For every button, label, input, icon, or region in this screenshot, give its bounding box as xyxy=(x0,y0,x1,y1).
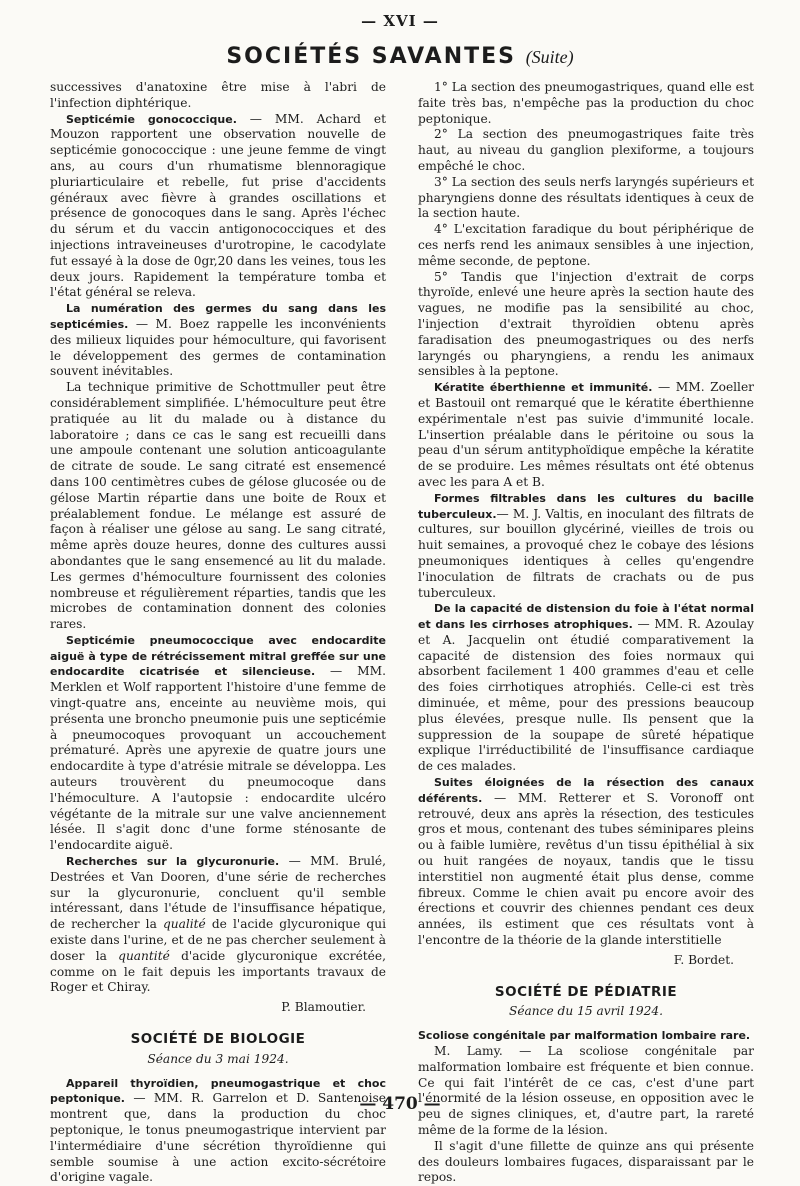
article-title: Kératite éberthienne et immunité. xyxy=(434,381,653,395)
left-column xyxy=(50,80,386,1186)
article-distension-foie xyxy=(418,601,754,775)
article-title: Septicémie gonococcique. xyxy=(66,112,237,126)
seance-date: Séance du 3 mai 1924. xyxy=(147,1051,289,1066)
numbered-finding: 3° La section des seuls nerfs laryngés supérieurs et pharyngiens donne des résultats identiques à ceux de la section haute. xyxy=(418,174,754,221)
emphasis: qualité xyxy=(162,917,206,932)
page-header-title xyxy=(0,44,800,69)
numbered-finding: 1° La section des pneumogastriques, quand elle est faite très bas, n'empêche pas la production du choc peptonique. xyxy=(418,80,754,126)
article-title: Formes filtrables dans les cultures du bacille tuberculeux. xyxy=(418,491,754,521)
article-text: — MM. Zoeller et Bastouil ont remarqué que le kératite éberthienne expérimentale n'est pas suivie d'immunité locale. L'insertion préalable dans le péritoine ou sous la peau d'un sérum antityphoïdique empêche la kératite de se produire. Les mêmes résultats ont été obtenus avec les para A et B. xyxy=(418,380,754,489)
paragraph: La technique primitive de Schottmuller peut être considérablement simplifiée. L'hémoculture peut être pratiquée au lit du malade ou à distance du laboratoire ; dans ce cas le sang est recueilli dans une ampoule contenant une solution anticoagulante de citrate de soude. Le sang citraté est ensemencé dans 100 centimètres cubes de gélose glucosée ou de gélose Martin répartie dans une boite de Roux et préalablement fondue. Le mélange est assuré de façon à réaliser une gélose au sang. Le sang citraté, même après douze heures, donne des cultures aussi abondantes que le sang ensemencé au lit du malade. Les germes d'hémoculture fournissent des colonies nombreuse et régulièrement réparties, tandis que les microbes de contamination donnent des colonies rares. xyxy=(50,380,386,632)
article-title: Suites éloignées de la résection des canaux déférents. xyxy=(418,776,754,805)
right-column xyxy=(418,80,754,1186)
article-text: — MM. R. Garrelon et D. Santenoise montrent que, dans la production du choc peptonique, le tonus pneumogastrique intervient par l'intermédiaire d'une sécrétion thyroïdienne qui semble soumise à une action excito-sécrétoire d'origine vagale. xyxy=(50,1091,386,1185)
page-roman-number: — XVI — xyxy=(361,12,439,30)
paragraph: successives d'anatoxine être mise à l'abri de l'infection diphtérique. xyxy=(50,80,386,110)
article-title: Appareil thyroïdien, pneumogastrique et choc peptonique. xyxy=(50,1076,386,1106)
article-title: De la capacité de distension du foie à l'état normal et dans les cirrhoses atrophiques. xyxy=(418,602,754,632)
paragraph: Il s'agit d'une fillette de quinze ans qui présente des douleurs lombaires fugaces, disparaissant par le repos. xyxy=(418,1138,754,1185)
section-heading-pediatrie: SOCIÉTÉ DE PÉDIATRIE xyxy=(494,983,678,1000)
article-gonococcique xyxy=(50,112,386,302)
emphasis: quantité xyxy=(118,948,170,963)
seance-date: Séance du 15 avril 1924. xyxy=(508,1004,664,1019)
article-thyroidien xyxy=(50,1076,386,1186)
article-glycuronurie xyxy=(50,854,386,996)
article-scoliose xyxy=(418,1028,754,1044)
article-text: — MM. Brulé, Destrées et Van Dooren, d'une série de recherches sur la glycuronurie, concluent qu'il semble intéressant, dans l'étude de l'insuffisance hépatique, de rechercher la xyxy=(50,854,386,932)
section-heading-biologie: SOCIÉTÉ DE BIOLOGIE xyxy=(130,1031,306,1048)
article-text: — MM. Retterer et S. Voronoff ont retrouvé, deux ans après la résection, des testicules gros et mous, contenant des tubes séminipares pleins ou à faible lumière, revêtus d'un tissu épithélial à six ou huit rangées de noyaux, tandis que le tissu interstitiel non augmenté était plus dense, comme fibreux. Comme le chien avait pu encore avoir des érections et couvrir des chiennes pendant ces deux années, ils estiment que ces résultats vont à l'encontre de la théorie de la glande interstitielle xyxy=(418,790,754,948)
header-title-suffix: (Suite) xyxy=(525,47,574,67)
numbered-finding: 5° Tandis que l'injection d'extrait de corps thyroïde, enlevé une heure après la section haute des vagues, ne modifie pas la sensibilité au choc, l'injection d'extrait thyroïdien obtenu après faradisation des pneumogastriques ou des nerfs laryngés ou pharyngiens, a rendu les animaux sensibles à la peptone. xyxy=(418,269,754,379)
article-text: — MM. Achard et Mouzon rapportent une observation nouvelle de septicémie gonococcique : une jeune femme de vingt ans, au cours d'un rhumatisme blennoragique pluriarticulaire et rebelle, fut prise d'accidents généraux avec fièvre à grandes oscillations et présence de gonocoques dans le sang. Après l'échec du sérum et du vaccin antigonococciques et des injections intraveineuses d'urotropine, le cacodylate fut essayé à la dose de 0gr,20 dans les veines, tous les deux jours. Rapidement la température tomba et l'état général se releva. xyxy=(50,111,386,300)
article-title: Recherches sur la glycuronurie. xyxy=(66,855,280,869)
numbered-finding: 2° La section des pneumogastriques faite très haut, au niveau du ganglion plexiforme, a toujours empêché le choc. xyxy=(418,127,754,173)
article-title: La numération des germes du sang dans les septicémies. xyxy=(50,302,386,331)
article-title: Septicémie pneumococcique avec endocardite aiguë à type de rétrécissement mitral greffée sur une endocardite cicatrisée et silencieuse. xyxy=(50,633,386,679)
article-numeration xyxy=(50,301,386,380)
article-formes-filtrables xyxy=(418,491,754,602)
article-text: de l'acide glycuronique qui existe dans l'urine, et de ne pas chercher seulement à doser la xyxy=(50,917,386,963)
article-title: Scoliose congénitale par malformation lombaire rare. xyxy=(418,1029,751,1043)
article-text: d'acide glycuronique excrétée, comme on le fait depuis les importants travaux de Roger et Chiray. xyxy=(50,948,386,995)
article-canaux-deferents xyxy=(418,775,754,949)
paragraph: M. Lamy. — La scoliose congénitale par malformation lombaire est fréquente et bien connue. Ce qui fait l'intérêt de ce cas, c'est d'une part l'énormité de la lésion osseuse, en opposition avec le peu de signes cliniques, et, d'autre part, la rareté même de la forme de la lésion. xyxy=(418,1044,754,1137)
header-title-text: SOCIÉTÉS SAVANTES xyxy=(226,44,517,69)
article-text: — MM. R. Azoulay et A. Jacquelin ont étudié comparativement la capacité de distension des foies normaux qui absorbent facilement 1 400 grammes d'eau et celle des foies cirrhotiques atrophiés. Celle-ci est très diminuée, et même, pour des pressions beaucoup plus élevées, presque nulle. Ils pensent que la suppression de la soupape de sûreté hépatique explique l'irréductibilité de l'insuffisance cardiaque de ces malades. xyxy=(418,617,755,774)
article-text: — M. Boez rappelle les inconvénients des milieux liquides pour hémoculture, qui favorisent le développement des germes de contamination souvent inévitables. xyxy=(50,316,386,379)
numbered-finding: 4° L'excitation faradique du bout périphérique de ces nerfs rend les animaux sensibles à une injection, même seconde, de peptone. xyxy=(418,222,754,268)
article-pneumococcique xyxy=(50,633,386,854)
article-text: — MM. Merklen et Wolf rapportent l'histoire d'une femme de vingt-quatre ans, enceinte au neuvième mois, qui présenta une broncho pneumonie puis une septicémie à pneumocoques provoquant un accouchement prématuré. Après une apyrexie de quatre jours une endocardite à type d'atrésie mitrale se développa. Les auteurs trouvèrent du pneumocoque dans l'hémoculture. A l'autopsie : endocardite ulcéro végétante de la mitrale sur une valve anciennement lésée. Il s'agit donc d'une forme sténosante de l'endocardite aiguë. xyxy=(50,664,386,853)
article-text: — M. J. Valtis, en inoculant des filtrats de cultures, sur bouillon glycériné, vieilles de trois ou huit semaines, a provoqué chez le cobaye des lésions pneumoniques identiques à celles qu'engendre l'inoculation de filtrats de crachats ou de pus tuberculeux. xyxy=(418,506,754,600)
author-signature: P. Blamoutier. xyxy=(281,1000,366,1015)
page-number: — 470 — xyxy=(359,1094,441,1114)
author-signature: F. Bordet. xyxy=(673,952,734,967)
article-keratite xyxy=(418,380,754,491)
